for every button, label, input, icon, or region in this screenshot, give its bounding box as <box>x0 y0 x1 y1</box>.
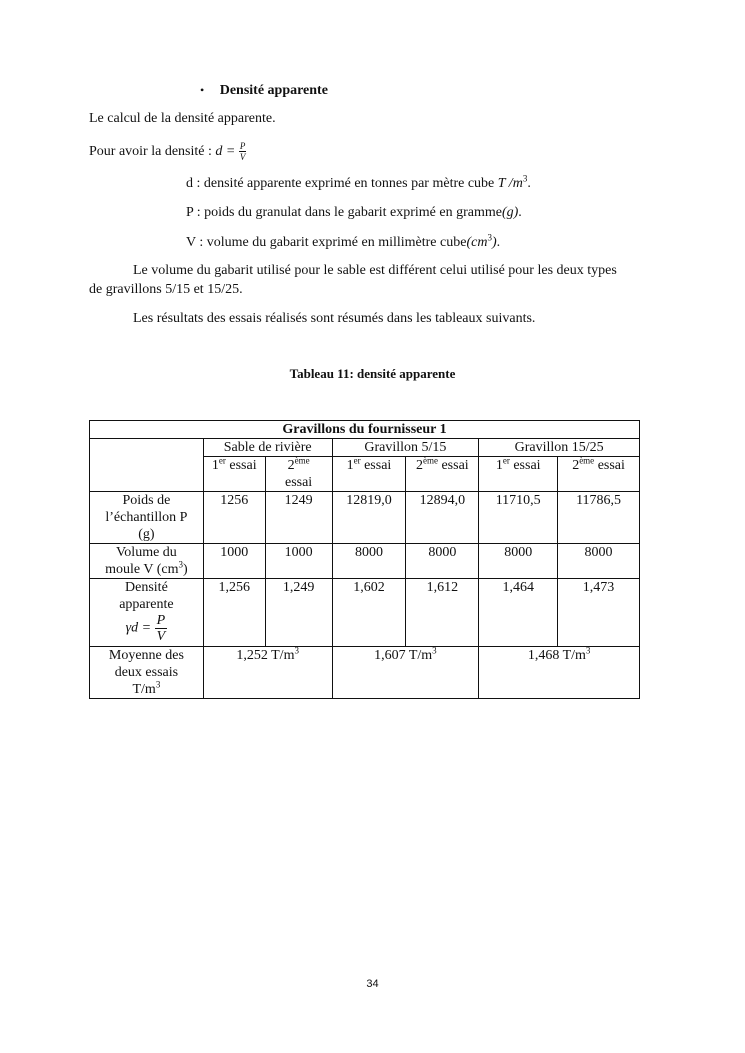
table-cell: 1000 <box>203 544 265 579</box>
table-title-row <box>90 421 640 439</box>
formula-fraction <box>239 141 247 162</box>
row-label-weight: Poids de l’échantillon P (g) <box>90 492 204 544</box>
mean-gravillon-15-25: 1,468 $T/m^3$ <box>479 647 640 699</box>
formula-numerator: P <box>239 141 246 152</box>
density-formula-fraction: $\frac{P}{V}$ <box>156 613 166 644</box>
mean-sable: 1,252 $T/m^3$ <box>203 647 332 699</box>
trial-header: 1er essai <box>479 457 558 492</box>
table-cell: 11786,5 <box>558 492 640 544</box>
row-label-density: Densité apparente γd = $\frac{P}{V}$ <box>90 579 204 647</box>
density-table <box>89 420 640 699</box>
paragraph-1-line-2: de gravillons 5/15 et 15/25. <box>89 282 243 297</box>
table-cell: 8000 <box>558 544 640 579</box>
group-gravillon-15-25: Gravillon 15/25 <box>479 439 640 457</box>
definition-p-text: P : poids du granulat dans le gabarit exprimé en gramme <box>186 205 502 220</box>
trial-header: 1er essai <box>203 457 265 492</box>
row-label-mean: Moyenne des deux essais $T/m^3$ <box>90 647 204 699</box>
table-cell: 11710,5 <box>479 492 558 544</box>
table-cell: 1000 <box>265 544 332 579</box>
table-caption: Tableau 11: densité apparente <box>289 366 456 381</box>
table-cell: 1249 <box>265 492 332 544</box>
table-cell: 1,602 <box>332 579 406 647</box>
density-formula-lhs: γd = <box>125 620 152 636</box>
trial-header: 1er essai <box>332 457 406 492</box>
table-group-row <box>90 439 640 457</box>
definition-v-unit: (cm <box>466 235 488 250</box>
group-sable: Sable de rivière <box>203 439 332 457</box>
paragraph-1-line-1: Le volume du gabarit utilisé pour le sable est différent celui utilisé pour les deux types <box>133 263 617 278</box>
table-cell: 1,256 <box>203 579 265 647</box>
table-row-volume <box>90 544 640 579</box>
definition-d <box>186 173 531 192</box>
definition-d-unit: T /m <box>497 176 523 191</box>
bullet-icon: • <box>200 83 205 97</box>
definition-d-exp: 3 <box>522 173 528 184</box>
paragraph-2: Les résultats des essais réalisés sont résumés dans les tableaux suivants. <box>133 311 536 326</box>
formula-lhs: d = <box>215 144 236 159</box>
formula-line <box>89 140 246 164</box>
table-cell: 12819,0 <box>332 492 406 544</box>
table-cell: 1256 <box>203 492 265 544</box>
definition-v-end: . <box>496 235 501 250</box>
mean-gravillon-5-15: 1,607 $T/m^3$ <box>332 647 479 699</box>
definition-v <box>186 232 501 251</box>
table-row-weight <box>90 492 640 544</box>
table-cell: 1,473 <box>558 579 640 647</box>
section-heading <box>200 82 328 99</box>
definition-d-text: d : densité apparente exprimé en tonnes par mètre cube <box>186 176 498 191</box>
table-title: Gravillons du fournisseur 1 <box>90 421 640 439</box>
table-cell: 8000 <box>479 544 558 579</box>
trial-header: 2ème essai <box>265 457 332 492</box>
trial-header: 2ème essai <box>406 457 479 492</box>
page-number: 34 <box>366 978 379 990</box>
table-cell: 1,464 <box>479 579 558 647</box>
row-label-volume: Volume du moule V $(cm^3)$ <box>90 544 204 579</box>
formula-lead: Pour avoir la densité : <box>89 144 216 159</box>
intro-text: Le calcul de la densité apparente. <box>89 111 276 126</box>
definition-v-exp: 3 <box>487 232 492 243</box>
table-corner-cell <box>90 439 204 492</box>
table-cell: 1,249 <box>265 579 332 647</box>
table-row-density <box>90 579 640 647</box>
definition-d-end: . <box>527 176 531 191</box>
trial-header: 2ème essai <box>558 457 640 492</box>
table-cell: 12894,0 <box>406 492 479 544</box>
definition-v-close: ) <box>491 235 497 250</box>
section-title: Densité apparente <box>219 83 328 98</box>
definition-p-unit: (g) <box>501 205 519 220</box>
table-cell: 8000 <box>406 544 479 579</box>
group-gravillon-5-15: Gravillon 5/15 <box>332 439 479 457</box>
table-cell: 8000 <box>332 544 406 579</box>
definition-p <box>186 205 522 221</box>
definition-v-text: V : volume du gabarit exprimé en millimètre cube <box>186 235 467 250</box>
formula-denominator: V <box>239 152 246 163</box>
table-row-mean <box>90 647 640 699</box>
definition-p-end: . <box>518 205 522 220</box>
table-cell: 1,612 <box>406 579 479 647</box>
